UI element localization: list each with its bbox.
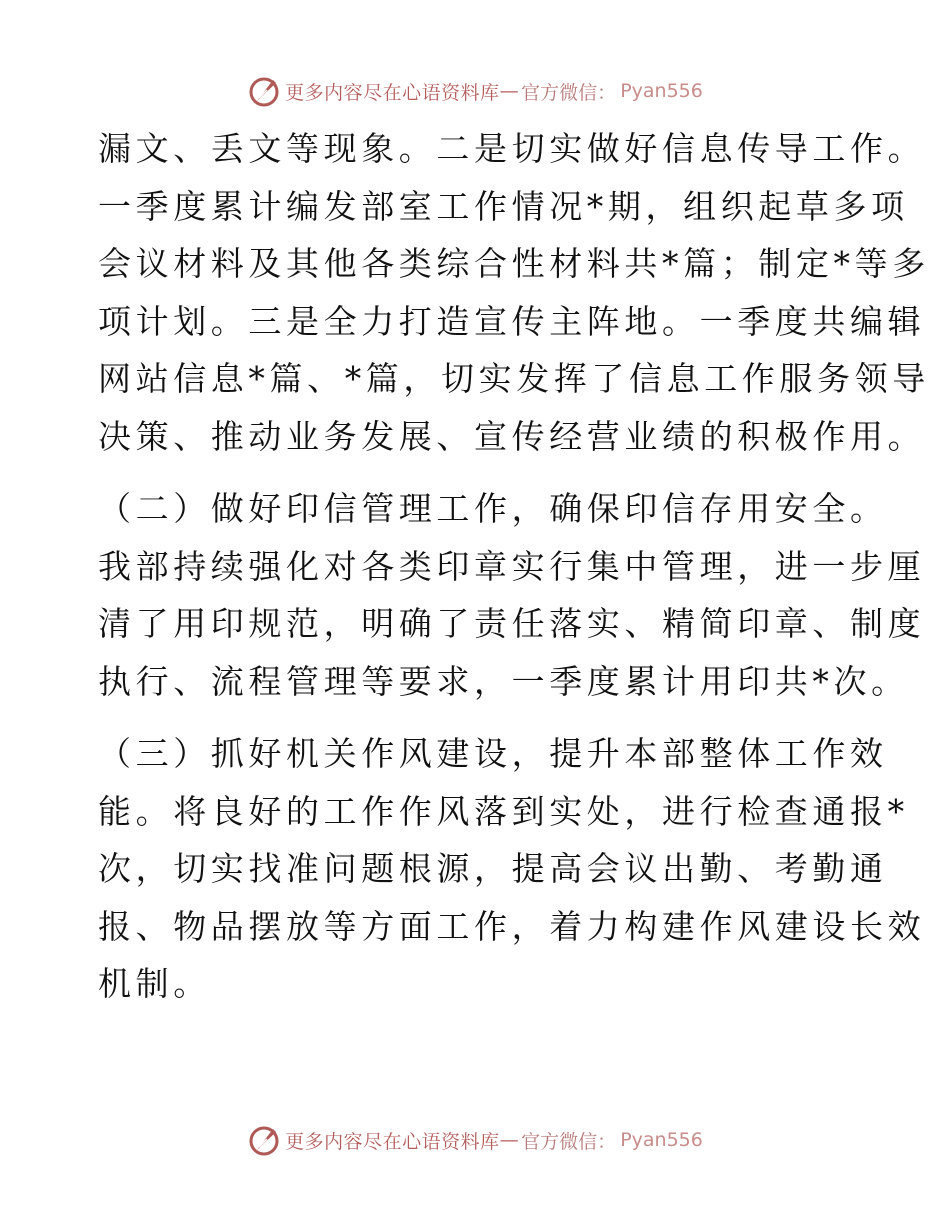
- watermark-text: 更多内容尽在心语资料库: [285, 1130, 500, 1153]
- text-line: 网站信息*篇、*篇，切实发挥了信息工作服务领导: [98, 359, 930, 398]
- text-line: 能。将良好的工作作风落到实处，进行检查通报*: [98, 791, 909, 831]
- paragraph-seal-management: [98, 480, 926, 710]
- watermark-separator: —: [499, 1129, 520, 1151]
- text-line: 清了用印规范，明确了责任落实、精简印章、制度: [98, 604, 926, 643]
- text-line: 我部持续强化对各类印章实行集中管理，进一步厘: [98, 546, 926, 586]
- watermark-separator: —: [499, 80, 520, 102]
- paragraph-work-style: [98, 725, 926, 1013]
- watermark-wechat-id: Pyan556: [620, 80, 703, 102]
- section-heading: （三）抓好机关作风建设，提升本部整体工作效: [98, 734, 888, 773]
- text-line: 一季度累计编发部室工作情况*期，组织起草多项: [98, 186, 909, 226]
- text-line: 执行、流程管理等要求，一季度累计用印共*次。: [98, 661, 909, 701]
- text-line: 机制。: [98, 964, 211, 1003]
- text-line: 项计划。三是全力打造宣传主阵地。一季度共编辑: [98, 301, 926, 341]
- watermark-wechat-label: 官方微信：: [521, 81, 617, 104]
- document-body: [98, 120, 930, 1013]
- quill-logo-icon: [247, 74, 281, 108]
- text-line: 次，切实找准问题根源，提高会议出勤、考勤通: [98, 849, 888, 888]
- watermark-wechat-label: 官方微信：: [521, 1130, 617, 1153]
- header-watermark: [0, 71, 950, 111]
- section-heading: （二）做好印信管理工作，确保印信存用安全。: [98, 489, 888, 528]
- text-line: 漏文、丢文等现象。二是切实做好信息传导工作。: [98, 129, 926, 168]
- paragraph-info-work: [98, 120, 930, 465]
- footer-watermark: [0, 1120, 950, 1160]
- quill-logo-icon: [247, 1123, 281, 1157]
- watermark-text: 更多内容尽在心语资料库: [285, 81, 500, 104]
- watermark-wechat-id: Pyan556: [620, 1129, 703, 1151]
- text-line: 会议材料及其他各类综合性材料共*篇；制定*等多: [98, 244, 930, 283]
- text-line: 决策、推动业务发展、宣传经营业绩的积极作用。: [98, 416, 926, 456]
- text-line: 报、物品摆放等方面工作，着力构建作风建设长效: [98, 906, 926, 946]
